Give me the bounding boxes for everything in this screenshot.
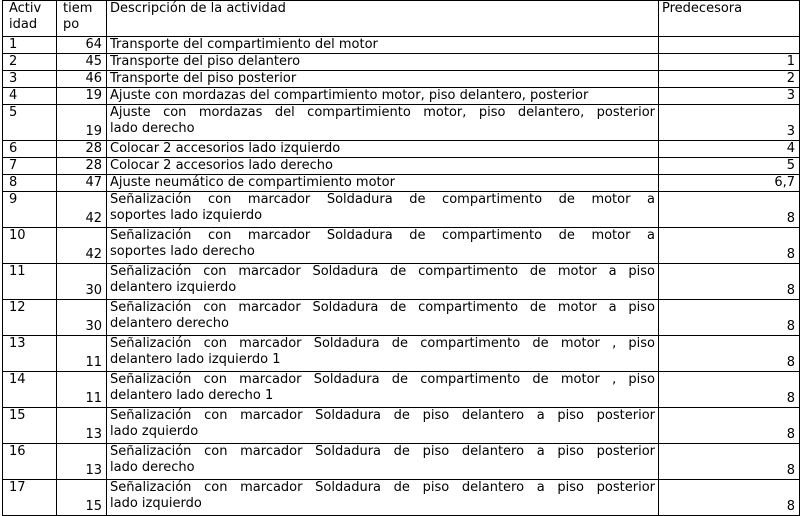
time-cell: 45 — [57, 54, 107, 71]
time-cell: 11 — [57, 336, 107, 372]
table-row — [3, 54, 800, 71]
time-cell: 30 — [57, 264, 107, 300]
description-cell — [107, 372, 659, 408]
table-row — [3, 88, 800, 105]
predecessor-cell: 6,7 — [659, 175, 800, 192]
predecessor-cell: 8 — [659, 336, 800, 372]
time-cell: 19 — [57, 105, 107, 141]
table-row — [3, 105, 800, 141]
activity-id-cell: 5 — [3, 105, 57, 141]
description-cell: Colocar 2 accesorios lado derecho — [107, 158, 659, 175]
predecessor-cell: 3 — [659, 105, 800, 141]
description-cell: Transporte del compartimiento del motor — [107, 37, 659, 54]
description-cell — [107, 408, 659, 444]
description-line-2: lado zquierdo — [110, 424, 199, 439]
description-line-2: delantero derecho — [110, 316, 229, 331]
header-description: Descripción de la actividad — [107, 1, 659, 37]
description-line-1: Señalización con marcador Soldadura de compartimento de motor a piso — [110, 300, 655, 315]
activity-id-cell: 3 — [3, 71, 57, 88]
table-row — [3, 175, 800, 192]
activity-id-cell: 7 — [3, 158, 57, 175]
description-cell — [107, 300, 659, 336]
description-line-1: Ajuste con mordazas del compartimiento motor, piso delantero, posterior — [110, 105, 655, 120]
description-line-1: Señalización con marcador Soldadura de compartimento de motor a piso — [110, 264, 655, 279]
table-row — [3, 192, 800, 228]
table-row — [3, 300, 800, 336]
time-cell: 15 — [57, 480, 107, 516]
description-line-1: Señalización con marcador Soldadura de piso delantero a piso posterior — [110, 480, 655, 495]
table-row — [3, 336, 800, 372]
predecessor-cell: 8 — [659, 408, 800, 444]
header-row — [3, 1, 800, 37]
header-time: tiem po — [57, 1, 107, 37]
time-cell: 47 — [57, 175, 107, 192]
table-row — [3, 480, 800, 516]
description-line-2: lado derecho — [110, 121, 195, 136]
activity-id-cell: 11 — [3, 264, 57, 300]
description-cell: Transporte del piso delantero — [107, 54, 659, 71]
description-cell — [107, 228, 659, 264]
time-cell: 46 — [57, 71, 107, 88]
predecessor-cell: 8 — [659, 228, 800, 264]
predecessor-cell: 8 — [659, 444, 800, 480]
description-line-1: Señalización con marcador Soldadura de compartimento de motor a — [110, 192, 655, 207]
table-row — [3, 71, 800, 88]
activity-id-cell: 6 — [3, 141, 57, 158]
description-line-2: delantero lado derecho 1 — [110, 388, 274, 403]
description-line-1: Señalización con marcador Soldadura de compartimento de motor a — [110, 228, 655, 243]
activity-id-cell: 15 — [3, 408, 57, 444]
time-cell: 13 — [57, 444, 107, 480]
description-cell — [107, 336, 659, 372]
description-cell — [107, 444, 659, 480]
activity-id-cell: 13 — [3, 336, 57, 372]
description-line-2: lado izquierdo — [110, 496, 202, 511]
time-cell: 11 — [57, 372, 107, 408]
time-cell: 19 — [57, 88, 107, 105]
predecessor-cell: 8 — [659, 480, 800, 516]
activity-id-cell: 9 — [3, 192, 57, 228]
description-line-2: soportes lado derecho — [110, 244, 255, 259]
predecessor-cell: 8 — [659, 192, 800, 228]
table-row — [3, 444, 800, 480]
time-cell: 28 — [57, 141, 107, 158]
description-line-1: Señalización con marcador Soldadura de compartimento de motor , piso — [110, 372, 655, 387]
predecessor-cell — [659, 37, 800, 54]
description-line-2: delantero izquierdo — [110, 280, 237, 295]
predecessor-cell: 4 — [659, 141, 800, 158]
description-cell — [107, 264, 659, 300]
activity-id-cell: 14 — [3, 372, 57, 408]
activity-id-cell: 8 — [3, 175, 57, 192]
table-row — [3, 141, 800, 158]
time-cell: 28 — [57, 158, 107, 175]
time-cell: 64 — [57, 37, 107, 54]
time-cell: 42 — [57, 228, 107, 264]
description-cell: Transporte del piso posterior — [107, 71, 659, 88]
description-cell — [107, 192, 659, 228]
table-row — [3, 158, 800, 175]
time-cell: 42 — [57, 192, 107, 228]
predecessor-cell: 8 — [659, 264, 800, 300]
activity-id-cell: 12 — [3, 300, 57, 336]
description-cell: Colocar 2 accesorios lado izquierdo — [107, 141, 659, 158]
predecessor-cell: 1 — [659, 54, 800, 71]
header-activity: Activ idad — [3, 1, 57, 37]
table-row — [3, 228, 800, 264]
description-cell: Ajuste neumático de compartimiento motor — [107, 175, 659, 192]
predecessor-cell: 3 — [659, 88, 800, 105]
description-line-2: delantero lado izquierdo 1 — [110, 352, 281, 367]
header-predecessor: Predecesora — [659, 1, 800, 37]
description-line-1: Señalización con marcador Soldadura de compartimento de motor , piso — [110, 336, 655, 351]
description-cell: Ajuste con mordazas del compartimiento motor, piso delantero, posterior — [107, 88, 659, 105]
description-cell — [107, 480, 659, 516]
description-line-2: lado derecho — [110, 460, 195, 475]
predecessor-cell: 5 — [659, 158, 800, 175]
activity-id-cell: 1 — [3, 37, 57, 54]
activities-table — [2, 0, 800, 516]
predecessor-cell: 8 — [659, 372, 800, 408]
table-row — [3, 372, 800, 408]
time-cell: 30 — [57, 300, 107, 336]
description-line-1: Señalización con marcador Soldadura de piso delantero a piso posterior — [110, 444, 655, 459]
activity-id-cell: 4 — [3, 88, 57, 105]
activity-id-cell: 10 — [3, 228, 57, 264]
table-body — [3, 37, 800, 516]
activity-id-cell: 17 — [3, 480, 57, 516]
description-line-1: Señalización con marcador Soldadura de piso delantero a piso posterior — [110, 408, 655, 423]
activity-id-cell: 16 — [3, 444, 57, 480]
table-row — [3, 408, 800, 444]
predecessor-cell: 2 — [659, 71, 800, 88]
time-cell: 13 — [57, 408, 107, 444]
table-row — [3, 264, 800, 300]
table-row — [3, 37, 800, 54]
activity-id-cell: 2 — [3, 54, 57, 71]
predecessor-cell: 8 — [659, 300, 800, 336]
description-cell — [107, 105, 659, 141]
description-line-2: soportes lado izquierdo — [110, 208, 263, 223]
